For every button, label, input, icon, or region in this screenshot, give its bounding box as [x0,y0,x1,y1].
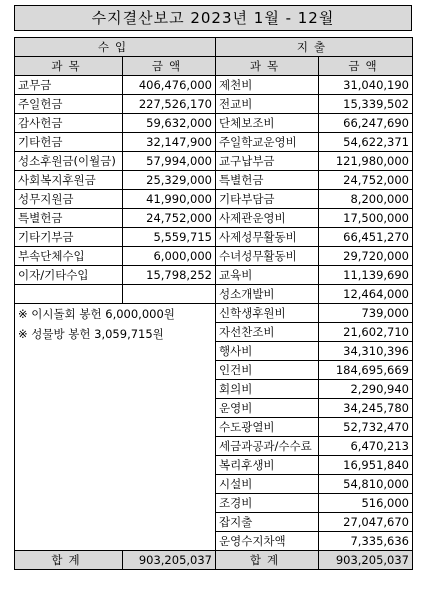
income-item: 감사헌금 [15,114,123,133]
expense-item-column-header: 과목 [216,57,319,76]
expense-amount: 8,200,000 [319,190,413,209]
expense-amount: 17,500,000 [319,209,413,228]
income-amount: 6,000,000 [123,247,216,266]
table-row [15,285,413,304]
income-amount: 57,994,000 [123,152,216,171]
expense-item: 신학생후원비 [216,304,319,323]
income-item: 기타헌금 [15,133,123,152]
income-amount: 32,147,900 [123,133,216,152]
settlement-table [14,37,413,570]
income-item: 이자/기타수입 [15,266,123,285]
income-amount: 15,798,252 [123,266,216,285]
expense-item: 인건비 [216,361,319,380]
income-item: 특별헌금 [15,209,123,228]
expense-item: 교육비 [216,266,319,285]
expense-amount: 6,470,213 [319,437,413,456]
income-item: 교무금 [15,76,123,95]
table-row [15,209,413,228]
expense-item: 행사비 [216,342,319,361]
expense-item: 사제성무활동비 [216,228,319,247]
income-item: 부속단체수입 [15,247,123,266]
expense-item: 단체보조비 [216,114,319,133]
expense-total-amount: 903,205,037 [319,551,413,570]
expense-item: 회의비 [216,380,319,399]
expense-amount: 16,951,840 [319,456,413,475]
expense-item: 잡지출 [216,513,319,532]
table-row [15,114,413,133]
table-row [15,95,413,114]
expense-item: 주일학교운영비 [216,133,319,152]
income-notes [15,304,216,551]
expense-item: 세금과공과/수수료 [216,437,319,456]
expense-amount: 34,245,780 [319,399,413,418]
income-total-label: 합계 [15,551,123,570]
income-item: 기타기부금 [15,228,123,247]
table-row [15,247,413,266]
income-amount: 59,632,000 [123,114,216,133]
income-item: 주일헌금 [15,95,123,114]
income-item-column-header: 과목 [15,57,123,76]
expense-amount: 24,752,000 [319,171,413,190]
expense-amount: 2,290,940 [319,380,413,399]
expense-amount: 11,139,690 [319,266,413,285]
expense-amount: 21,602,710 [319,323,413,342]
expense-amount: 184,695,669 [319,361,413,380]
expense-item: 특별헌금 [216,171,319,190]
expense-item: 성소개발비 [216,285,319,304]
expense-amount: 739,000 [319,304,413,323]
expense-item: 운영수지차액 [216,532,319,551]
expense-amount: 7,335,636 [319,532,413,551]
expense-amount: 121,980,000 [319,152,413,171]
expense-amount: 15,339,502 [319,95,413,114]
income-item: 성무지원금 [15,190,123,209]
expense-item: 전교비 [216,95,319,114]
expense-item: 자선찬조비 [216,323,319,342]
expense-amount: 29,720,000 [319,247,413,266]
income-item-empty [15,285,123,304]
income-header: 수입 [15,38,216,57]
income-amount: 24,752,000 [123,209,216,228]
expense-amount: 31,040,190 [319,76,413,95]
income-note: ※ 이시돌회 봉헌 6,000,000원 [18,307,175,321]
table-row [15,171,413,190]
expense-amount: 54,810,000 [319,475,413,494]
income-amount: 227,526,170 [123,95,216,114]
expense-item: 제천비 [216,76,319,95]
income-amount-column-header: 금액 [123,57,216,76]
expense-amount: 516,000 [319,494,413,513]
table-row [15,304,413,323]
expense-item: 수녀성무활동비 [216,247,319,266]
expense-item: 기타부담금 [216,190,319,209]
income-amount: 5,559,715 [123,228,216,247]
income-amount: 41,990,000 [123,190,216,209]
total-row [15,551,413,570]
report-title: 수지결산보고 2023년 1월 - 12월 [14,5,412,31]
income-item: 사회복지후원금 [15,171,123,190]
table-row [15,266,413,285]
expense-item: 수도광열비 [216,418,319,437]
income-amount: 406,476,000 [123,76,216,95]
expense-header: 지출 [216,38,413,57]
income-amount-empty [123,285,216,304]
expense-item: 사제관운영비 [216,209,319,228]
expense-amount: 34,310,396 [319,342,413,361]
income-note: ※ 성물방 봉헌 3,059,715원 [18,327,164,341]
table-row [15,152,413,171]
expense-item: 운영비 [216,399,319,418]
expense-item: 조경비 [216,494,319,513]
expense-item: 시설비 [216,475,319,494]
table-row [15,228,413,247]
expense-amount: 66,451,270 [319,228,413,247]
income-amount: 25,329,000 [123,171,216,190]
table-row [15,133,413,152]
expense-item: 복리후생비 [216,456,319,475]
expense-amount: 27,047,670 [319,513,413,532]
income-total-amount: 903,205,037 [123,551,216,570]
expense-item: 교구납부금 [216,152,319,171]
expense-amount-column-header: 금액 [319,57,413,76]
expense-total-label: 합계 [216,551,319,570]
table-row [15,76,413,95]
expense-amount: 54,622,371 [319,133,413,152]
table-row [15,190,413,209]
expense-amount: 52,732,470 [319,418,413,437]
expense-amount: 66,247,690 [319,114,413,133]
expense-amount: 12,464,000 [319,285,413,304]
income-item: 성소후원금(이월금) [15,152,123,171]
